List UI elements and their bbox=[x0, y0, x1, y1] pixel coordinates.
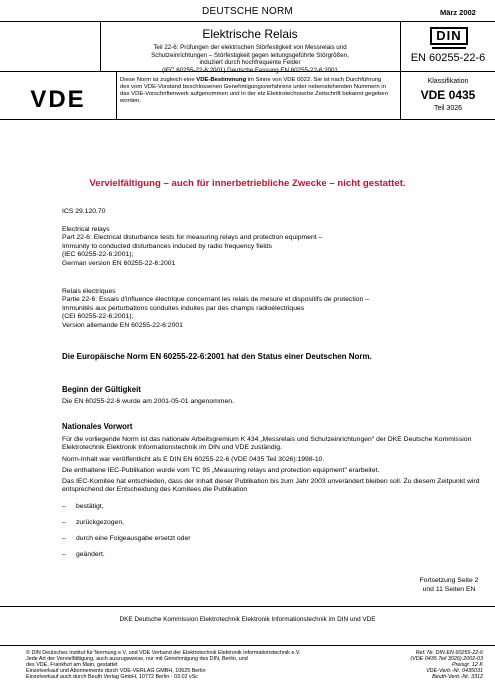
reference-line: Beuth-Vertr.-Nr. 3312 bbox=[432, 674, 483, 681]
french-title-line: Partie 22-6: Essais d'influence électrique concernant les relais de mesure et dispositifs de protection – bbox=[62, 296, 369, 304]
vde-logo bbox=[12, 86, 104, 110]
list-item-text: durch eine Folgeausgabe ersetzt oder bbox=[76, 535, 191, 542]
reference-line: (VDE 0435 Teil 3026):2002-03 bbox=[410, 656, 483, 663]
dash-bullet-icon: – bbox=[62, 551, 66, 558]
subtitle-line: induziert durch hochfrequente Felder bbox=[199, 59, 301, 67]
copyright-line: des VDE, Frankfurt am Main, gestattet bbox=[26, 662, 118, 669]
french-title-line: Immunités aux perturbations conduites induites par des champs radioélectriques bbox=[62, 304, 305, 312]
document-title: Elektrische Relais bbox=[202, 27, 298, 41]
dash-bullet-icon: – bbox=[62, 535, 66, 542]
din-logo-underline bbox=[432, 47, 466, 49]
foreword-paragraph: Das IEC-Komitee hat entschieden, dass der Inhalt dieser Publikation bis zum Jahr 2003 unverändert bleiben soll. Zu diesem Zeitpunkt wird entsprechend der Entscheidung des Komitees die Publikation bbox=[62, 478, 480, 494]
vde-statement-part: im Sinne von VDE 0022. Sie ist nach Durchführung des vom VDE-Vorstand beschlossenen Genehmigungsverfahrens unter nebenstehenden Nummern in das VDE-Vorschriftenwerk aufgenommen und in der etz Elektrotechnische Zeitschrift bekannt gegeben worden. bbox=[120, 77, 388, 105]
norm-type-header: DEUTSCHE NORM bbox=[202, 6, 293, 17]
dke-committee-line: DKE Deutsche Kommission Elektrotechnik Elektronik Informationstechnik im DIN und VDE bbox=[119, 616, 376, 623]
header-rule bbox=[0, 21, 495, 22]
klassifikation-label: Klassifikation bbox=[427, 78, 469, 85]
list-item bbox=[62, 535, 191, 551]
national-foreword-text bbox=[62, 436, 482, 498]
french-title-block bbox=[62, 288, 462, 330]
validity-text: Die EN 60255-22-6 wurde am 2001-05-01 angenommen. bbox=[62, 398, 234, 405]
continuation-note bbox=[408, 576, 490, 594]
vde-statement-part: Diese Norm ist zugleich eine bbox=[120, 77, 197, 83]
copyright-line: © DIN Deutsches Institut für Normung e.V. und VDE Verband der Elektrotechnik Elektronik Informationstechnik e.V. bbox=[26, 650, 301, 656]
continuation-line: und 11 Seiten EN bbox=[422, 586, 476, 593]
vde-divider-right bbox=[400, 71, 401, 119]
foreword-bullet-list bbox=[62, 503, 191, 567]
footer-top-rule bbox=[0, 606, 495, 607]
list-item bbox=[62, 551, 191, 567]
title-divider-right bbox=[400, 21, 401, 71]
vde-logo-text: VDE bbox=[30, 86, 86, 110]
reference-numbers bbox=[360, 650, 483, 680]
copyright-line: Jede Art der Vervielfältigung, auch auszugsweise, nur mit Genehmigung des DIN, Berlin, und bbox=[26, 656, 248, 663]
english-title-line: Electrical relays bbox=[62, 226, 110, 233]
reference-line: VDE-Vertr.-Nr. 0435031 bbox=[426, 668, 483, 675]
foreword-paragraph: Für die vorliegende Norm ist das nationale Arbeitsgremium K 434 „Messrelais und Schutzeinrichtungen" der DKE Deutsche Kommission Elektrotechnik Elektronik Informationstechnik im DIN und VDE zuständig. bbox=[62, 436, 472, 452]
copyright-notice bbox=[26, 650, 356, 680]
english-title-line: German version EN 60255-22-6:2001 bbox=[62, 259, 176, 267]
dash-bullet-icon: – bbox=[62, 519, 66, 526]
copyright-line: Einzelverkauf auch durch Beuth Verlag GmbH, 10772 Berlin · 03.02 vSc bbox=[26, 674, 198, 681]
subtitle-line: Schutzeinrichtungen – Störfestigkeit gegen leitungsgeführte Störgrößen, bbox=[151, 51, 349, 59]
english-title-block bbox=[62, 226, 462, 268]
list-item-text: zurückgezogen, bbox=[76, 519, 124, 526]
footer-rule bbox=[0, 645, 495, 646]
vde-classification-part: Teil 3026 bbox=[433, 105, 463, 112]
din-logo bbox=[420, 27, 478, 49]
vde-statement bbox=[120, 77, 392, 105]
subtitle-line: Teil 22-6: Prüfungen der elektrischen Störfestigkeit von Messrelais und bbox=[153, 44, 347, 51]
english-title-line: Part 22-6: Electrical disturbance tests for measuring relays and protection equipment – bbox=[62, 234, 323, 242]
ics-code: ICS 29.120.70 bbox=[62, 208, 106, 215]
list-item-text: geändert. bbox=[76, 551, 105, 558]
english-title-line: Immunity to conducted disturbances induced by radio frequency fields bbox=[62, 242, 273, 250]
continuation-line: Fortsetzung Seite 2 bbox=[419, 577, 479, 584]
national-foreword-heading: Nationales Vorwort bbox=[62, 422, 133, 431]
foreword-paragraph: Norm-Inhalt war veröffentlicht als E DIN EN 60255-22-6 (VDE 0435 Teil 3026):1998-10. bbox=[62, 455, 325, 463]
publication-date: März 2002 bbox=[440, 8, 476, 17]
reproduction-warning: Vervielfältigung – auch für innerbetriebliche Zwecke – nicht gestattet. bbox=[89, 178, 406, 189]
french-title-line: Relais électriques bbox=[62, 288, 116, 295]
foreword-paragraph: Die enthaltene IEC-Publikation wurde vom TC 95 „Measuring relays and protection equipment" erarbeitet. bbox=[62, 466, 380, 474]
vde-bestimmung-emphasis: VDE-Bestimmung bbox=[196, 77, 247, 83]
subtitle-line: (IEC 60255-22-6:2001) Deutsche Fassung EN 60255-22-6:2001 bbox=[162, 66, 338, 74]
vde-bottom-rule bbox=[0, 119, 495, 120]
vde-logo-graphic bbox=[12, 86, 104, 110]
vde-classification-number: VDE 0435 bbox=[420, 88, 476, 102]
dash-bullet-icon: – bbox=[62, 503, 66, 510]
french-title-line: (CEI 60255-22-6:2001); bbox=[62, 313, 134, 321]
reference-line: Ref. Nr. DIN EN 60255-22-6 bbox=[415, 650, 483, 656]
din-logo-text: DIN bbox=[430, 27, 467, 45]
din-standard-number: EN 60255-22-6 bbox=[410, 52, 486, 64]
reference-line: Preisgr. 12 K bbox=[452, 662, 483, 669]
list-item-text: bestätigt, bbox=[76, 503, 104, 510]
vde-divider-left bbox=[116, 71, 117, 119]
french-title-line: Version allemande EN 60255-22-6:2001 bbox=[62, 321, 183, 329]
english-title-line: (IEC 60255-22-6:2001); bbox=[62, 251, 134, 259]
title-bottom-rule bbox=[0, 71, 495, 72]
document-subtitle bbox=[112, 44, 388, 74]
validity-heading: Beginn der Gültigkeit bbox=[62, 385, 141, 394]
list-item bbox=[62, 519, 191, 535]
copyright-line: Einzelverkauf und Abonnements durch VDE-VERLAG GMBH, 10625 Berlin bbox=[26, 668, 206, 675]
list-item bbox=[62, 503, 191, 519]
status-statement: Die Europäische Norm EN 60255-22-6:2001 hat den Status einer Deutschen Norm. bbox=[62, 352, 372, 361]
